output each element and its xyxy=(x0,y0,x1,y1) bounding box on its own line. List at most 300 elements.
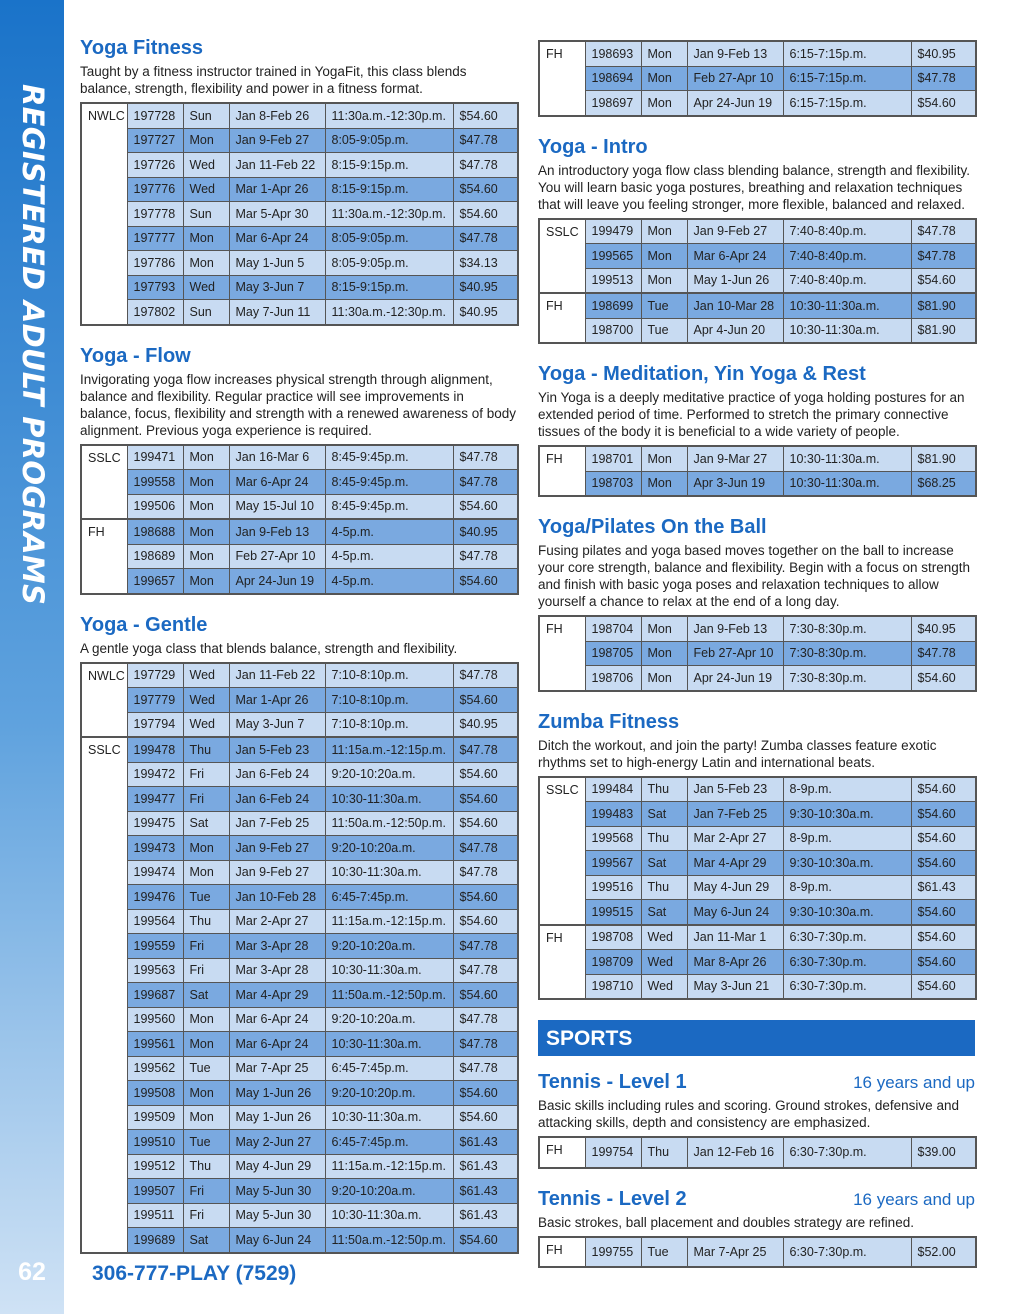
dates-cell: Mar 6-Apr 24 xyxy=(229,1007,325,1032)
course-code-cell: 197779 xyxy=(127,688,183,713)
course-code-cell: 199560 xyxy=(127,1007,183,1032)
day-cell: Mon xyxy=(641,91,687,116)
program-title: Yoga - Gentle xyxy=(80,613,208,636)
fee-cell: $54.60 xyxy=(453,202,518,227)
time-cell: 8-9p.m. xyxy=(783,826,911,851)
fee-cell: $47.78 xyxy=(911,219,976,244)
fee-cell: $54.60 xyxy=(911,268,976,293)
fee-cell: $47.78 xyxy=(453,860,518,885)
course-code-cell: 199564 xyxy=(127,909,183,934)
right-column xyxy=(538,40,975,1268)
dates-cell: Jan 7-Feb 25 xyxy=(229,811,325,836)
dates-cell: May 6-Jun 24 xyxy=(229,1228,325,1253)
table-row xyxy=(539,900,976,925)
fee-cell: $40.95 xyxy=(453,275,518,300)
day-cell: Mon xyxy=(183,569,229,594)
time-cell: 10:30-11:30a.m. xyxy=(783,293,911,318)
table-row xyxy=(81,1032,518,1057)
sports-heading: SPORTS xyxy=(538,1020,975,1056)
day-cell: Fri xyxy=(183,934,229,959)
schedule-table xyxy=(538,776,977,1001)
fee-cell: $54.60 xyxy=(911,950,976,975)
day-cell: Mon xyxy=(641,268,687,293)
day-cell: Fri xyxy=(183,787,229,812)
course-code-cell: 199509 xyxy=(127,1105,183,1130)
location-cell: FH xyxy=(539,1237,585,1268)
dates-cell: Mar 3-Apr 28 xyxy=(229,934,325,959)
table-row xyxy=(539,1237,976,1268)
dates-cell: Jan 7-Feb 25 xyxy=(687,802,783,827)
day-cell: Wed xyxy=(641,950,687,975)
fee-cell: $54.60 xyxy=(911,974,976,999)
table-row xyxy=(81,860,518,885)
table-row xyxy=(81,494,518,519)
day-cell: Tue xyxy=(641,1237,687,1268)
course-code-cell: 199516 xyxy=(585,875,641,900)
time-cell: 9:30-10:30a.m. xyxy=(783,900,911,925)
dates-cell: Jan 9-Feb 27 xyxy=(229,128,325,153)
location-cell: FH xyxy=(539,446,585,496)
table-row xyxy=(81,177,518,202)
sidebar-band: REGISTERED ADULT PROGRAMS 62 xyxy=(0,0,64,1314)
table-row xyxy=(539,950,976,975)
table-row xyxy=(81,1081,518,1106)
table-row xyxy=(539,875,976,900)
time-cell: 9:20-10:20a.m. xyxy=(325,934,453,959)
table-row xyxy=(81,153,518,178)
program-section xyxy=(80,613,517,1254)
age-requirement: 16 years and up xyxy=(853,1189,975,1209)
fee-cell: $54.60 xyxy=(453,103,518,128)
course-code-cell: 197793 xyxy=(127,275,183,300)
dates-cell: Jan 9-Feb 27 xyxy=(229,860,325,885)
program-section xyxy=(538,1070,975,1169)
course-code-cell: 199563 xyxy=(127,958,183,983)
table-row xyxy=(539,851,976,876)
program-section xyxy=(538,362,975,497)
table-row xyxy=(539,616,976,641)
day-cell: Fri xyxy=(183,958,229,983)
time-cell: 6:45-7:45p.m. xyxy=(325,1056,453,1081)
fee-cell: $47.78 xyxy=(453,737,518,762)
day-cell: Mon xyxy=(641,446,687,471)
table-row xyxy=(81,1228,518,1253)
course-code-cell: 199562 xyxy=(127,1056,183,1081)
day-cell: Thu xyxy=(183,1154,229,1179)
course-code-cell: 199567 xyxy=(585,851,641,876)
dates-cell: May 1-Jun 26 xyxy=(229,1105,325,1130)
day-cell: Mon xyxy=(641,66,687,91)
table-row xyxy=(81,128,518,153)
day-cell: Mon xyxy=(183,519,229,544)
fee-cell: $47.78 xyxy=(911,244,976,269)
dates-cell: Mar 6-Apr 24 xyxy=(229,470,325,495)
dates-cell: Apr 4-Jun 20 xyxy=(687,318,783,343)
schedule-table xyxy=(80,662,519,1254)
fee-cell: $40.95 xyxy=(453,712,518,737)
fee-cell: $54.60 xyxy=(453,177,518,202)
time-cell: 11:30a.m.-12:30p.m. xyxy=(325,300,453,325)
time-cell: 9:20-10:20a.m. xyxy=(325,762,453,787)
dates-cell: Jan 9-Mar 27 xyxy=(687,446,783,471)
table-row xyxy=(81,1154,518,1179)
course-code-cell: 199561 xyxy=(127,1032,183,1057)
dates-cell: Mar 1-Apr 26 xyxy=(229,177,325,202)
fee-cell: $47.78 xyxy=(453,128,518,153)
day-cell: Mon xyxy=(641,616,687,641)
day-cell: Tue xyxy=(183,1130,229,1155)
time-cell: 8:15-9:15p.m. xyxy=(325,177,453,202)
location-cell: NWLC xyxy=(81,103,127,325)
location-cell: FH xyxy=(539,616,585,691)
day-cell: Mon xyxy=(183,494,229,519)
course-code-cell: 197728 xyxy=(127,103,183,128)
fee-cell: $47.78 xyxy=(453,1007,518,1032)
day-cell: Wed xyxy=(641,974,687,999)
fee-cell: $54.60 xyxy=(453,688,518,713)
day-cell: Thu xyxy=(183,737,229,762)
time-cell: 7:40-8:40p.m. xyxy=(783,219,911,244)
table-row xyxy=(81,1105,518,1130)
fee-cell: $47.78 xyxy=(453,226,518,251)
course-code-cell: 199477 xyxy=(127,787,183,812)
dates-cell: Jan 5-Feb 23 xyxy=(229,737,325,762)
time-cell: 8:45-9:45p.m. xyxy=(325,445,453,470)
day-cell: Tue xyxy=(183,885,229,910)
fee-cell: $54.60 xyxy=(911,91,976,116)
course-code-cell: 199483 xyxy=(585,802,641,827)
time-cell: 10:30-11:30a.m. xyxy=(783,471,911,496)
table-row xyxy=(81,787,518,812)
left-column xyxy=(80,36,517,1254)
dates-cell: May 7-Jun 11 xyxy=(229,300,325,325)
course-code-cell: 199687 xyxy=(127,983,183,1008)
time-cell: 11:30a.m.-12:30p.m. xyxy=(325,202,453,227)
day-cell: Sat xyxy=(183,811,229,836)
day-cell: Thu xyxy=(641,777,687,802)
time-cell: 8:05-9:05p.m. xyxy=(325,128,453,153)
program-heading-row xyxy=(538,1187,975,1211)
day-cell: Sat xyxy=(641,802,687,827)
course-code-cell: 197776 xyxy=(127,177,183,202)
fee-cell: $34.13 xyxy=(453,251,518,276)
time-cell: 11:50a.m.-12:50p.m. xyxy=(325,811,453,836)
course-code-cell: 199513 xyxy=(585,268,641,293)
course-code-cell: 198703 xyxy=(585,471,641,496)
day-cell: Sat xyxy=(641,900,687,925)
fee-cell: $61.43 xyxy=(453,1203,518,1228)
time-cell: 11:15a.m.-12:15p.m. xyxy=(325,909,453,934)
program-title: Yoga/Pilates On the Ball xyxy=(538,516,767,538)
fee-cell: $54.60 xyxy=(453,811,518,836)
course-code-cell: 199476 xyxy=(127,885,183,910)
day-cell: Mon xyxy=(641,471,687,496)
day-cell: Wed xyxy=(183,275,229,300)
course-code-cell: 199511 xyxy=(127,1203,183,1228)
time-cell: 6:45-7:45p.m. xyxy=(325,885,453,910)
time-cell: 10:30-11:30a.m. xyxy=(325,1105,453,1130)
schedule-table xyxy=(538,218,977,345)
table-row xyxy=(81,958,518,983)
schedule-table xyxy=(538,1236,977,1269)
time-cell: 6:15-7:15p.m. xyxy=(783,66,911,91)
course-code-cell: 199558 xyxy=(127,470,183,495)
table-row xyxy=(81,1203,518,1228)
dates-cell: Feb 27-Apr 10 xyxy=(687,641,783,666)
program-section xyxy=(538,515,975,692)
course-code-cell: 199479 xyxy=(585,219,641,244)
fee-cell: $47.78 xyxy=(453,153,518,178)
fee-cell: $54.60 xyxy=(453,909,518,934)
course-code-cell: 199472 xyxy=(127,762,183,787)
course-code-cell: 197727 xyxy=(127,128,183,153)
day-cell: Wed xyxy=(183,663,229,688)
time-cell: 9:20-10:20a.m. xyxy=(325,836,453,861)
dates-cell: Mar 2-Apr 27 xyxy=(687,826,783,851)
day-cell: Wed xyxy=(183,688,229,713)
time-cell: 7:10-8:10p.m. xyxy=(325,712,453,737)
table-row xyxy=(81,688,518,713)
table-row xyxy=(81,251,518,276)
dates-cell: Mar 1-Apr 26 xyxy=(229,688,325,713)
day-cell: Fri xyxy=(183,1179,229,1204)
dates-cell: Jan 6-Feb 24 xyxy=(229,762,325,787)
day-cell: Mon xyxy=(641,244,687,269)
dates-cell: Jan 11-Feb 22 xyxy=(229,663,325,688)
table-row xyxy=(539,777,976,802)
course-code-cell: 198709 xyxy=(585,950,641,975)
course-code-cell: 199754 xyxy=(585,1137,641,1168)
table-row xyxy=(81,1130,518,1155)
dates-cell: May 6-Jun 24 xyxy=(687,900,783,925)
fee-cell: $47.78 xyxy=(911,641,976,666)
course-code-cell: 198708 xyxy=(585,925,641,950)
table-row xyxy=(539,802,976,827)
course-code-cell: 199475 xyxy=(127,811,183,836)
fee-cell: $54.60 xyxy=(911,777,976,802)
table-row xyxy=(539,641,976,666)
time-cell: 10:30-11:30a.m. xyxy=(325,787,453,812)
time-cell: 7:30-8:30p.m. xyxy=(783,616,911,641)
time-cell: 10:30-11:30a.m. xyxy=(325,1032,453,1057)
location-cell: SSLC xyxy=(539,219,585,294)
dates-cell: May 4-Jun 29 xyxy=(229,1154,325,1179)
table-row xyxy=(81,885,518,910)
table-row xyxy=(81,983,518,1008)
day-cell: Mon xyxy=(183,445,229,470)
course-code-cell: 199484 xyxy=(585,777,641,802)
dates-cell: May 5-Jun 30 xyxy=(229,1203,325,1228)
day-cell: Tue xyxy=(641,318,687,343)
dates-cell: Jan 9-Feb 13 xyxy=(687,616,783,641)
program-heading-row xyxy=(538,1070,975,1094)
location-cell: FH xyxy=(81,519,127,594)
course-code-cell: 199559 xyxy=(127,934,183,959)
page-number: 62 xyxy=(18,1258,46,1286)
location-cell: SSLC xyxy=(81,445,127,520)
program-description: Basic skills including rules and scoring. Ground strokes, defensive and attacking skills, depth and consistency are emphasized. xyxy=(538,1098,959,1130)
day-cell: Mon xyxy=(641,666,687,691)
program-title: Yoga - Intro xyxy=(538,135,648,158)
course-code-cell: 197778 xyxy=(127,202,183,227)
fee-cell: $40.95 xyxy=(911,616,976,641)
dates-cell: Mar 5-Apr 30 xyxy=(229,202,325,227)
table-row xyxy=(81,663,518,688)
age-requirement: 16 years and up xyxy=(853,1073,975,1092)
time-cell: 8:15-9:15p.m. xyxy=(325,153,453,178)
time-cell: 10:30-11:30a.m. xyxy=(325,860,453,885)
day-cell: Tue xyxy=(641,293,687,318)
table-row xyxy=(81,1007,518,1032)
table-row xyxy=(81,275,518,300)
fee-cell: $47.78 xyxy=(453,1032,518,1057)
program-title: Zumba Fitness xyxy=(538,710,680,733)
course-code-cell: 198697 xyxy=(585,91,641,116)
fee-cell: $47.78 xyxy=(453,470,518,495)
day-cell: Wed xyxy=(183,177,229,202)
fee-cell: $61.43 xyxy=(453,1130,518,1155)
day-cell: Mon xyxy=(183,1081,229,1106)
fee-cell: $47.78 xyxy=(453,544,518,569)
table-row xyxy=(81,1179,518,1204)
fee-cell: $54.60 xyxy=(453,1105,518,1130)
course-code-cell: 199506 xyxy=(127,494,183,519)
dates-cell: Jan 12-Feb 16 xyxy=(687,1137,783,1168)
fee-cell: $47.78 xyxy=(911,66,976,91)
program-section xyxy=(538,1187,975,1269)
dates-cell: Apr 3-Jun 19 xyxy=(687,471,783,496)
dates-cell: Jan 9-Feb 27 xyxy=(229,836,325,861)
fee-cell: $54.60 xyxy=(453,787,518,812)
course-code-cell: 198710 xyxy=(585,974,641,999)
fee-cell: $54.60 xyxy=(453,569,518,594)
time-cell: 10:30-11:30a.m. xyxy=(325,1203,453,1228)
course-code-cell: 198689 xyxy=(127,544,183,569)
fee-cell: $81.90 xyxy=(911,293,976,318)
fee-cell: $40.95 xyxy=(911,41,976,66)
dates-cell: Feb 27-Apr 10 xyxy=(687,66,783,91)
table-row xyxy=(81,934,518,959)
day-cell: Mon xyxy=(183,860,229,885)
schedule-table xyxy=(538,40,977,117)
day-cell: Sun xyxy=(183,202,229,227)
time-cell: 9:30-10:30a.m. xyxy=(783,851,911,876)
table-row xyxy=(81,445,518,470)
program-title: Yoga Fitness xyxy=(80,37,203,59)
dates-cell: Mar 7-Apr 25 xyxy=(229,1056,325,1081)
day-cell: Fri xyxy=(183,1203,229,1228)
time-cell: 4-5p.m. xyxy=(325,519,453,544)
course-code-cell: 197802 xyxy=(127,300,183,325)
day-cell: Fri xyxy=(183,762,229,787)
dates-cell: Feb 27-Apr 10 xyxy=(229,544,325,569)
time-cell: 6:30-7:30p.m. xyxy=(783,974,911,999)
location-cell: FH xyxy=(539,293,585,343)
course-code-cell: 199473 xyxy=(127,836,183,861)
program-section xyxy=(80,344,517,595)
course-code-cell: 197794 xyxy=(127,712,183,737)
day-cell: Sat xyxy=(183,1228,229,1253)
table-row xyxy=(539,1137,976,1168)
dates-cell: Mar 4-Apr 29 xyxy=(687,851,783,876)
dates-cell: Jan 11-Feb 22 xyxy=(229,153,325,178)
course-code-cell: 198701 xyxy=(585,446,641,471)
fee-cell: $47.78 xyxy=(453,934,518,959)
time-cell: 6:45-7:45p.m. xyxy=(325,1130,453,1155)
day-cell: Thu xyxy=(641,875,687,900)
course-code-cell: 199507 xyxy=(127,1179,183,1204)
dates-cell: May 15-Jul 10 xyxy=(229,494,325,519)
fee-cell: $54.60 xyxy=(453,762,518,787)
schedule-table xyxy=(80,444,519,595)
fee-cell: $68.25 xyxy=(911,471,976,496)
location-cell: SSLC xyxy=(539,777,585,925)
day-cell: Sun xyxy=(183,300,229,325)
course-code-cell: 197726 xyxy=(127,153,183,178)
fee-cell: $61.43 xyxy=(453,1179,518,1204)
time-cell: 11:30a.m.-12:30p.m. xyxy=(325,103,453,128)
fee-cell: $54.60 xyxy=(453,1228,518,1253)
program-description: Basic strokes, ball placement and doubles strategy are refined. xyxy=(538,1214,914,1230)
table-row xyxy=(81,836,518,861)
program-title: Yoga - Flow xyxy=(80,344,191,367)
course-code-cell: 198700 xyxy=(585,318,641,343)
program-description: An introductory yoga flow class blending balance, strength and flexibility. You will learn basic yoga postures, breathing and relaxation techniques that will leave you feeling stronger, more flexible, balanced and relaxed. xyxy=(538,162,970,212)
day-cell: Mon xyxy=(183,470,229,495)
dates-cell: Mar 6-Apr 24 xyxy=(229,1032,325,1057)
time-cell: 8:05-9:05p.m. xyxy=(325,251,453,276)
time-cell: 9:20-10:20a.m. xyxy=(325,1007,453,1032)
day-cell: Sun xyxy=(183,103,229,128)
program-description: A gentle yoga class that blends balance, strength and flexibility. xyxy=(80,640,458,656)
fee-cell: $54.60 xyxy=(911,900,976,925)
dates-cell: Apr 24-Jun 19 xyxy=(687,666,783,691)
schedule-table xyxy=(538,1136,977,1169)
table-row xyxy=(539,268,976,293)
schedule-table xyxy=(80,102,519,326)
dates-cell: May 1-Jun 26 xyxy=(229,1081,325,1106)
table-row xyxy=(539,974,976,999)
fee-cell: $52.00 xyxy=(911,1237,976,1268)
dates-cell: Apr 24-Jun 19 xyxy=(229,569,325,594)
day-cell: Mon xyxy=(641,41,687,66)
time-cell: 7:40-8:40p.m. xyxy=(783,244,911,269)
time-cell: 6:30-7:30p.m. xyxy=(783,950,911,975)
dates-cell: Mar 4-Apr 29 xyxy=(229,983,325,1008)
course-code-cell: 197729 xyxy=(127,663,183,688)
day-cell: Mon xyxy=(183,226,229,251)
time-cell: 7:10-8:10p.m. xyxy=(325,663,453,688)
course-code-cell: 198706 xyxy=(585,666,641,691)
fee-cell: $39.00 xyxy=(911,1137,976,1168)
day-cell: Thu xyxy=(641,826,687,851)
course-code-cell: 198704 xyxy=(585,616,641,641)
dates-cell: Jan 16-Mar 6 xyxy=(229,445,325,470)
fee-cell: $54.60 xyxy=(911,826,976,851)
time-cell: 9:30-10:30a.m. xyxy=(783,802,911,827)
time-cell: 6:30-7:30p.m. xyxy=(783,1137,911,1168)
table-row xyxy=(81,909,518,934)
day-cell: Mon xyxy=(183,836,229,861)
course-code-cell: 198688 xyxy=(127,519,183,544)
time-cell: 8:15-9:15p.m. xyxy=(325,275,453,300)
fee-cell: $40.95 xyxy=(453,300,518,325)
time-cell: 11:15a.m.-12:15p.m. xyxy=(325,1154,453,1179)
course-code-cell: 199510 xyxy=(127,1130,183,1155)
table-row xyxy=(81,712,518,737)
program-title: Tennis - Level 1 xyxy=(538,1071,687,1093)
dates-cell: May 3-Jun 7 xyxy=(229,275,325,300)
